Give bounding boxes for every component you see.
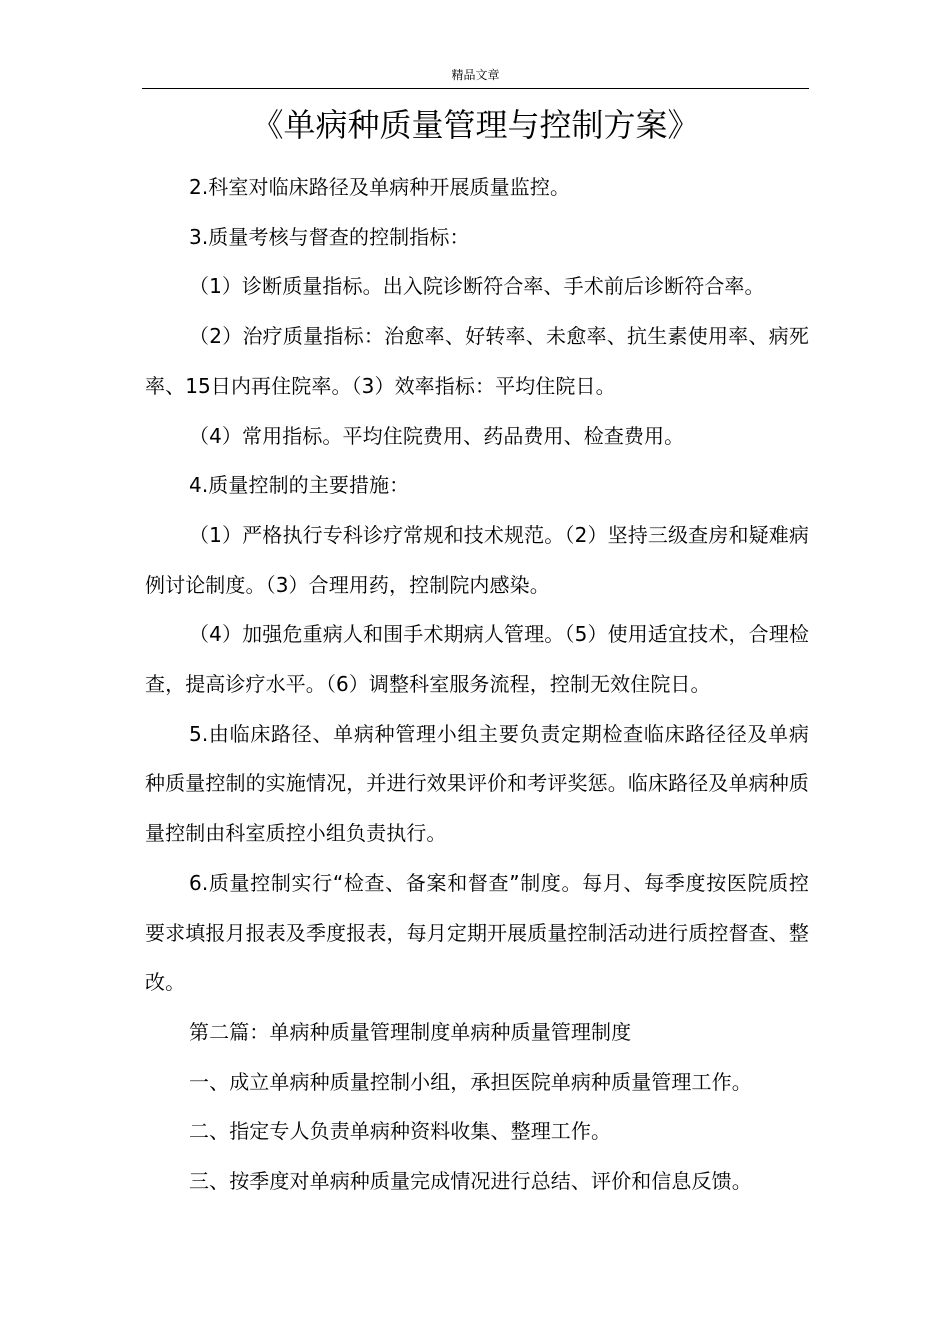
document-body	[145, 163, 809, 1207]
paragraph: 6.质量控制实行“检查、备案和督查”制度。每月、每季度按医院质控要求填报月报表及季度报表，每月定期开展质量控制活动进行质控督查、整改。	[145, 870, 809, 995]
paragraph: （1）诊断质量指标。出入院诊断符合率、手术前后诊断符合率。	[189, 274, 765, 299]
paragraph: 三、按季度对单病种质量完成情况进行总结、评价和信息反馈。	[189, 1169, 752, 1194]
paragraph: 4.质量控制的主要措施：	[189, 473, 410, 498]
paragraph: （4）加强危重病人和围手术期病人管理。（5）使用适宜技术，合理检查，提高诊疗水平。（6）调整科室服务流程，控制无效住院日。	[145, 622, 809, 697]
paragraph: （2）治疗质量指标：治愈率、好转率、未愈率、抗生素使用率、病死率、15日内再住院率。（3）效率指标：平均住院日。	[145, 324, 809, 398]
paragraph: 一、成立单病种质量控制小组，承担医院单病种质量管理工作。	[189, 1069, 752, 1094]
header-divider	[142, 88, 809, 89]
document-title: 《单病种质量管理与控制方案》	[251, 106, 700, 144]
paragraph: （1）严格执行专科诊疗常规和技术规范。（2）坚持三级查房和疑难病例讨论制度。（3）合理用药，控制院内感染。	[145, 522, 809, 597]
page-header-label: 精品文章	[451, 68, 500, 82]
paragraph: 第二篇：单病种质量管理制度单病种质量管理制度	[189, 1019, 632, 1044]
paragraph: 二、指定专人负责单病种资料收集、整理工作。	[189, 1119, 612, 1144]
paragraph: （4）常用指标。平均住院费用、药品费用、检查费用。	[189, 423, 685, 448]
paragraph: 2.科室对临床路径及单病种开展质量监控。	[189, 175, 571, 199]
paragraph: 3.质量考核与督查的控制指标：	[189, 224, 470, 249]
paragraph: 5.由临床路径、单病种管理小组主要负责定期检查临床路径径及单病种质量控制的实施情况，并进行效果评价和考评奖惩。临床路径及单病种质量控制由科室质控小组负责执行。	[145, 721, 809, 846]
